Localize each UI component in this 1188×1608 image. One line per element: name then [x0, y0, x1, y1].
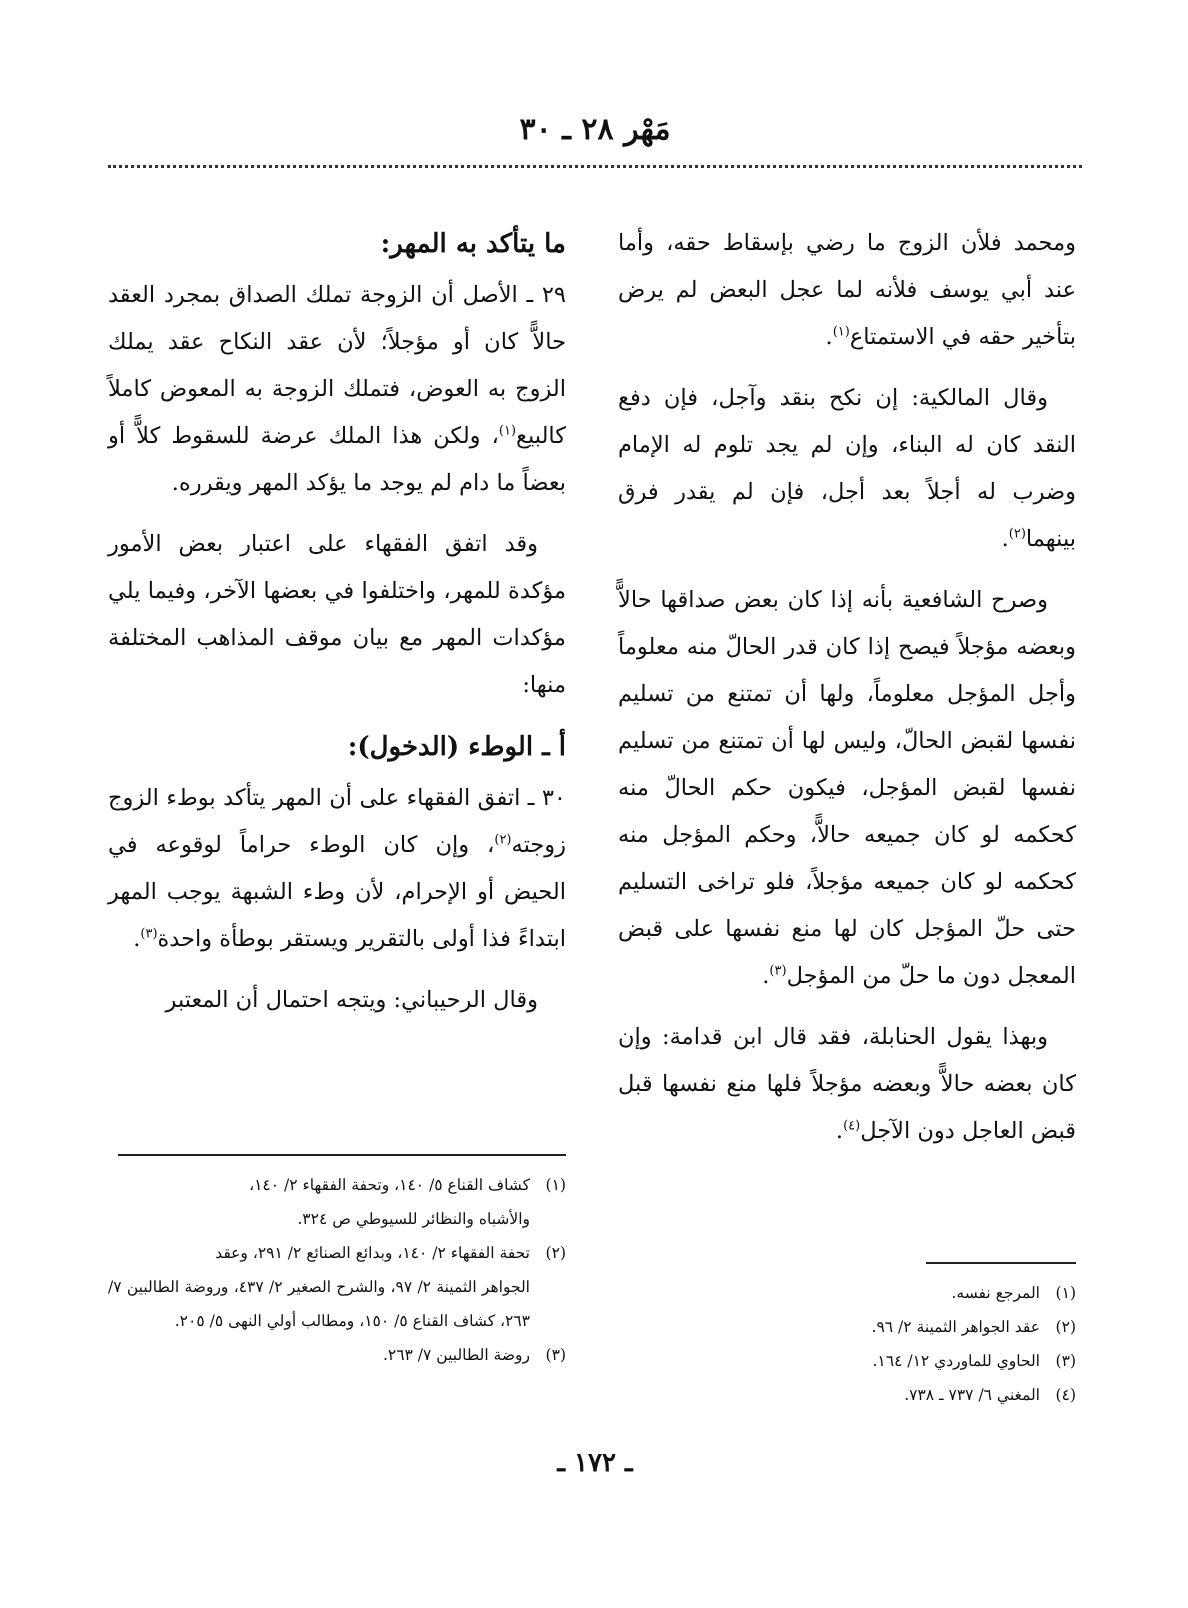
paragraph-text: ٢٩ ـ الأصل أن الزوجة تملك الصداق بمجرد العقد حالاًّ كان أو مؤجلاً؛ لأن عقد النكاح عقد يملك الزوج به العوض، فتملك الزوجة به المعوض كاملاً كالبيع	[108, 282, 566, 449]
footnote-number: (٢)	[1055, 1318, 1076, 1336]
footnote-ref[interactable]: (١)	[498, 423, 517, 439]
footnote-number: (٣)	[545, 1346, 566, 1364]
paragraph-text: .	[133, 926, 141, 952]
subsection-heading: أ ـ الوطء (الدخول):	[347, 732, 566, 762]
footnote-text: المرجع نفسه.	[951, 1284, 1040, 1302]
footnote-item	[108, 1168, 566, 1202]
footnote-ref[interactable]: (٣)	[140, 926, 158, 942]
paragraph	[108, 272, 566, 507]
header-dotted-rule	[108, 165, 1082, 168]
footnote-text: عقد الجواهر الثمينة ٢/ ٩٦.	[871, 1318, 1040, 1336]
footnote-ref[interactable]: (٢)	[494, 832, 512, 848]
left-column	[108, 220, 566, 1038]
footnote-ref[interactable]: (٣)	[769, 963, 787, 979]
paragraph-text: ، ولكن هذا الملك عرضة للسقوط كلاًّ أو بعضاً ما دام لم يوجد ما يؤكد المهر ويقرره.	[108, 423, 566, 496]
footnote-ref[interactable]: (١)	[832, 324, 850, 340]
footnote-ref[interactable]: (٢)	[1008, 526, 1026, 542]
paragraph	[108, 775, 566, 963]
footnote-number: (٣)	[1055, 1352, 1076, 1370]
footnote-text: الحاوي للماوردي ١٢/ ١٦٤.	[872, 1352, 1040, 1370]
footnote-number: (١)	[1055, 1284, 1076, 1302]
paragraph: وقال الرحيباني: ويتجه احتمال أن المعتبر	[165, 987, 538, 1013]
paragraph-text: .	[825, 324, 833, 350]
section-heading: ما يتأكد به المهر:	[380, 229, 566, 259]
footnote-rule	[926, 1262, 1076, 1264]
page-number: ـ ١٧٢ ـ	[557, 1448, 633, 1478]
footnote-item	[618, 1276, 1076, 1310]
paragraph-text: .	[1001, 526, 1009, 552]
footnote-text: روضة الطالبين ٧/ ٢٦٣.	[382, 1346, 530, 1364]
footnote-text: كشاف القناع ٥/ ١٤٠، وتحفة الفقهاء ٢/ ١٤٠،	[249, 1176, 530, 1194]
paragraph-text: وصرح الشافعية بأنه إذا كان بعض صداقها حالاًّ وبعضه مؤجلاً فيصح إذا كان قدر الحالّ منه معلوماً وأجل المؤجل معلوماً، ولها أن تمتنع من تسليم نفسها لقبض الحالّ، وليس لها أن تمتنع من تسليم نفسها لقبض المؤجل، فيكون حكم الحالّ منه كحكمه لو كان جميعه حالاًّ، وحكم المؤجل منه كحكمه لو كان جميعه مؤجلاً، فلو تراخى التسليم حتى حلّ المؤجل كان لها منع نفسها على قبض المعجل دون ما حلّ من المؤجل	[618, 587, 1076, 989]
running-header: مَهْر ٢٨ ـ ٣٠	[519, 112, 671, 147]
footnote-continuation: الجواهر الثمينة ٢/ ٩٧، والشرح الصغير ٢/ ٤٣٧، وروضة الطالبين ٧/ ٢٦٣، كشاف القناع ٥/ ١٥٠، ومطالب أولي النهى ٥/ ٢٠٥.	[108, 1278, 530, 1330]
paragraph-text: ومحمد فلأن الزوج ما رضي بإسقاط حقه، وأما عند أبي يوسف فلأنه لما عجل البعض لم يرض بتأخير حقه في الاستمتاع	[618, 230, 1076, 350]
footnotes-left	[108, 1154, 566, 1372]
paragraph-text: ٣٠ ـ اتفق الفقهاء على أن المهر يتأكد بوطء الزوج زوجته	[108, 785, 566, 858]
footnotes-right	[618, 1262, 1076, 1412]
footnote-number: (٤)	[1055, 1386, 1076, 1404]
footnote-item	[108, 1236, 566, 1270]
footnote-item	[108, 1338, 566, 1372]
footnote-number: (٢)	[545, 1244, 566, 1262]
paragraph	[618, 577, 1076, 1000]
paragraph	[618, 1014, 1076, 1155]
paragraph	[618, 375, 1076, 563]
footnote-item	[618, 1378, 1076, 1412]
footnote-ref[interactable]: (٤)	[843, 1118, 861, 1134]
right-column	[618, 220, 1076, 1169]
footnote-number: (١)	[545, 1176, 566, 1194]
paragraph-text: ، وإن كان الوطء حراماً لوقوعه في الحيض أو الإحرام، لأن وطء الشبهة يوجب المهر ابتداءً فذا أولى بالتقرير ويستقر بوطأة واحدة	[108, 832, 566, 952]
paragraph-text: .	[762, 963, 770, 989]
footnote-text: المغني ٦/ ٧٣٧ ـ ٧٣٨.	[904, 1386, 1040, 1404]
footnote-item	[618, 1310, 1076, 1344]
paragraph: وقد اتفق الفقهاء على اعتبار بعض الأمور مؤكدة للمهر، واختلفوا في بعضها الآخر، وفيما يلي مؤكدات المهر مع بيان موقف المذاهب المختلفة منها:	[108, 531, 566, 698]
footnote-text: تحفة الفقهاء ٢/ ١٤٠، وبدائع الصنائع ٢/ ٢٩١، وعقد	[215, 1244, 530, 1262]
footnote-continuation: والأشباه والنظائر للسيوطي ص ٣٢٤.	[297, 1210, 530, 1228]
paragraph	[618, 220, 1076, 361]
paragraph-text: وبهذا يقول الحنابلة، فقد قال ابن قدامة: وإن كان بعضه حالاًّ وبعضه مؤجلاً فلها منع نفسها قبل قبض العاجل دون الآجل	[618, 1024, 1076, 1144]
paragraph-text: وقال المالكية: إن نكح بنقد وآجل، فإن دفع النقد كان له البناء، وإن لم يجد تلوم له الإمام وضرب له أجلاً بعد أجل، فإن لم يقدر فرق بينهما	[618, 385, 1076, 552]
paragraph-text: .	[835, 1118, 844, 1144]
footnote-rule	[118, 1154, 566, 1156]
footnote-item	[618, 1344, 1076, 1378]
